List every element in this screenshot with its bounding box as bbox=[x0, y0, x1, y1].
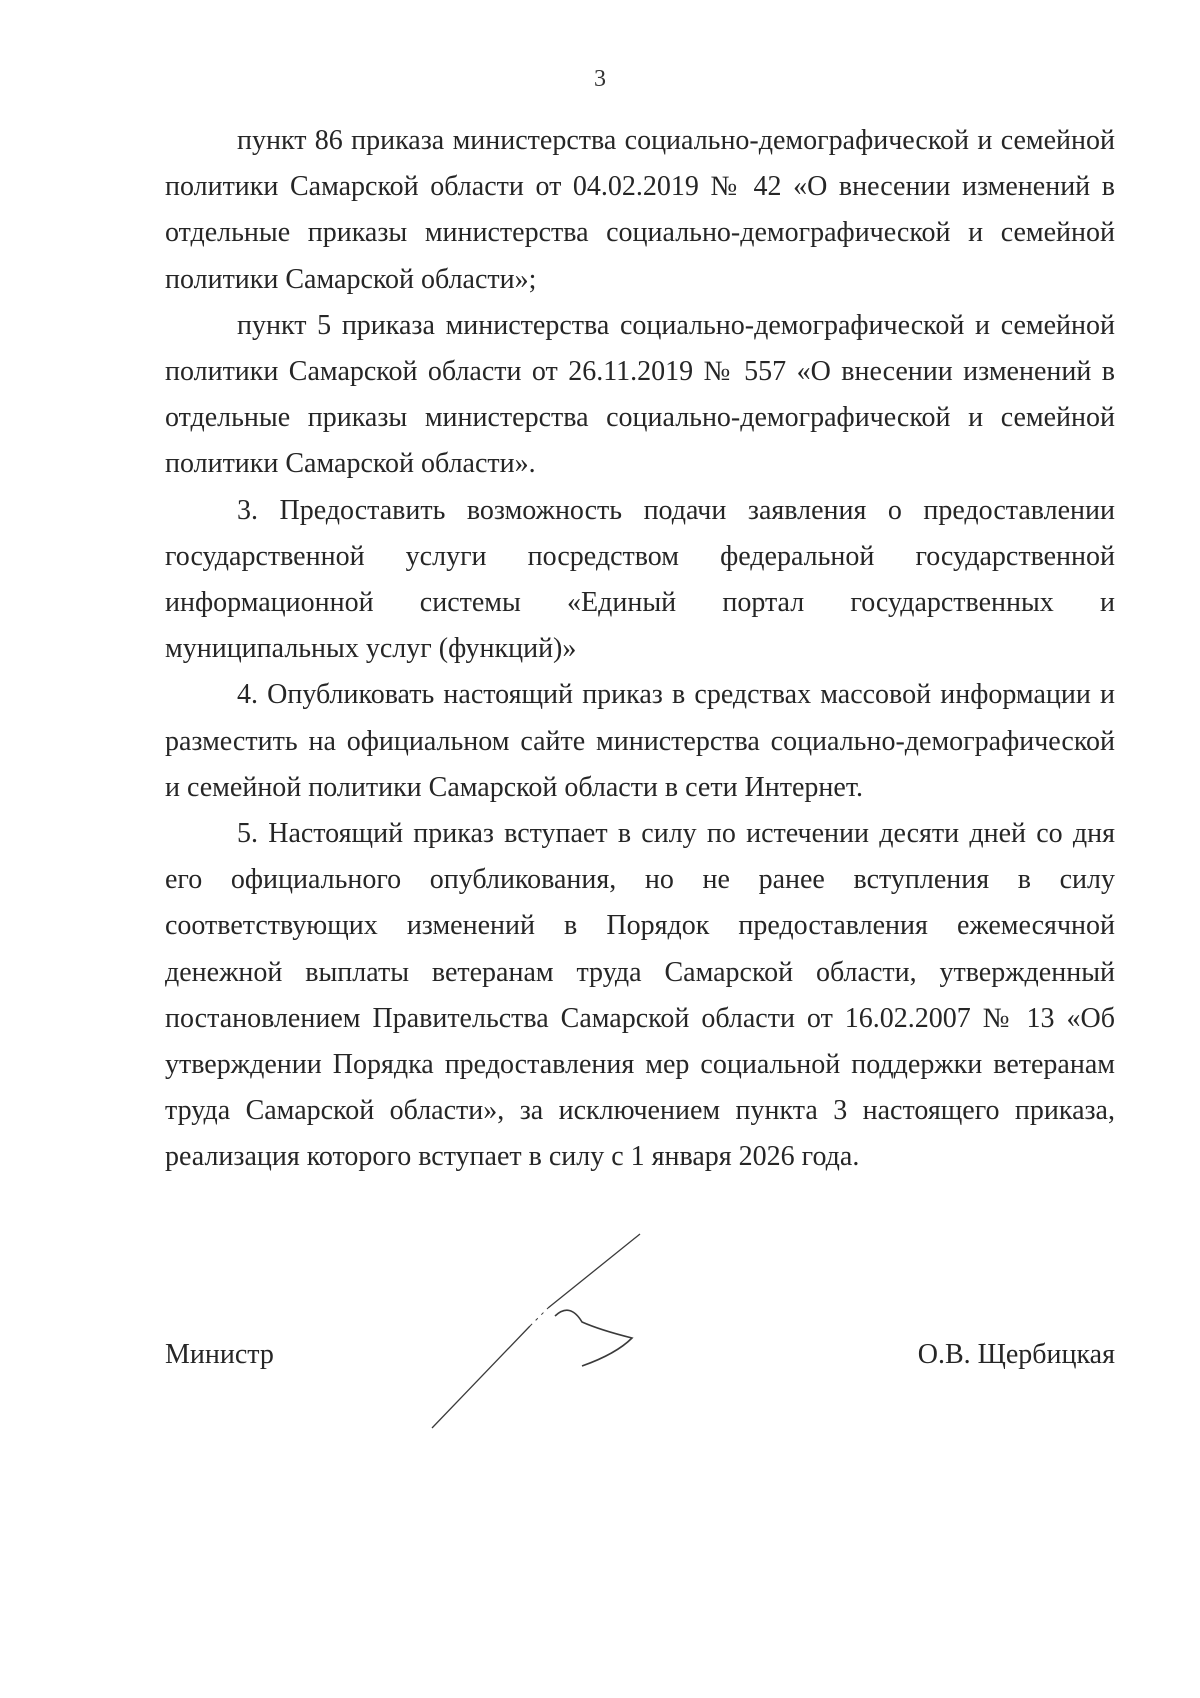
handwritten-signature bbox=[420, 1230, 680, 1440]
paragraph-clause-4: 4. Опубликовать настоящий приказ в средствах массовой информации и разместить на официальном сайте министерства социально-демографической и семейной политики Самарской области в сети Интернет. bbox=[165, 679, 1115, 803]
page-number: 3 bbox=[594, 66, 606, 92]
signatory-name: О.В. Щербицкая bbox=[917, 1339, 1115, 1370]
signatory-title: Министр bbox=[165, 1339, 274, 1370]
paragraph-item-86: пункт 86 приказа министерства социально-демографической и семейной политики Самарской области от 04.02.2019 № 42 «О внесении изменений в отдельные приказы министерства социально-демографической и семейной политики Самарской области»; bbox=[165, 125, 1115, 295]
paragraph-clause-3: 3. Предоставить возможность подачи заявления о предоставлении государственной услуги посредством федеральной государственной информационной системы «Единый портал государственных и муниципальных услуг (функций)» bbox=[165, 494, 1115, 665]
paragraph-clause-5: 5. Настоящий приказ вступает в силу по истечении десяти дней со дня его официального опубликования, но не ранее вступления в силу соответствующих изменений в Порядок предоставления ежемесячной денежной выплаты ветеранам труда Самарской области, утвержденный постановлением Правительства Самарской области от 16.02.2007 № 13 «Об утверждении Порядка предоставления мер социальной поддержки ветеранам труда Самарской области», за исключением пункта 3 настоящего приказа, реализация которого вступает в силу с 1 января 2026 года. bbox=[165, 818, 1115, 1173]
document-body bbox=[165, 118, 1115, 1181]
paragraph-item-5: пункт 5 приказа министерства социально-демографической и семейной политики Самарской области от 26.11.2019 № 557 «О внесении изменений в отдельные приказы министерства социально-демографической и семейной политики Самарской области». bbox=[165, 309, 1115, 480]
